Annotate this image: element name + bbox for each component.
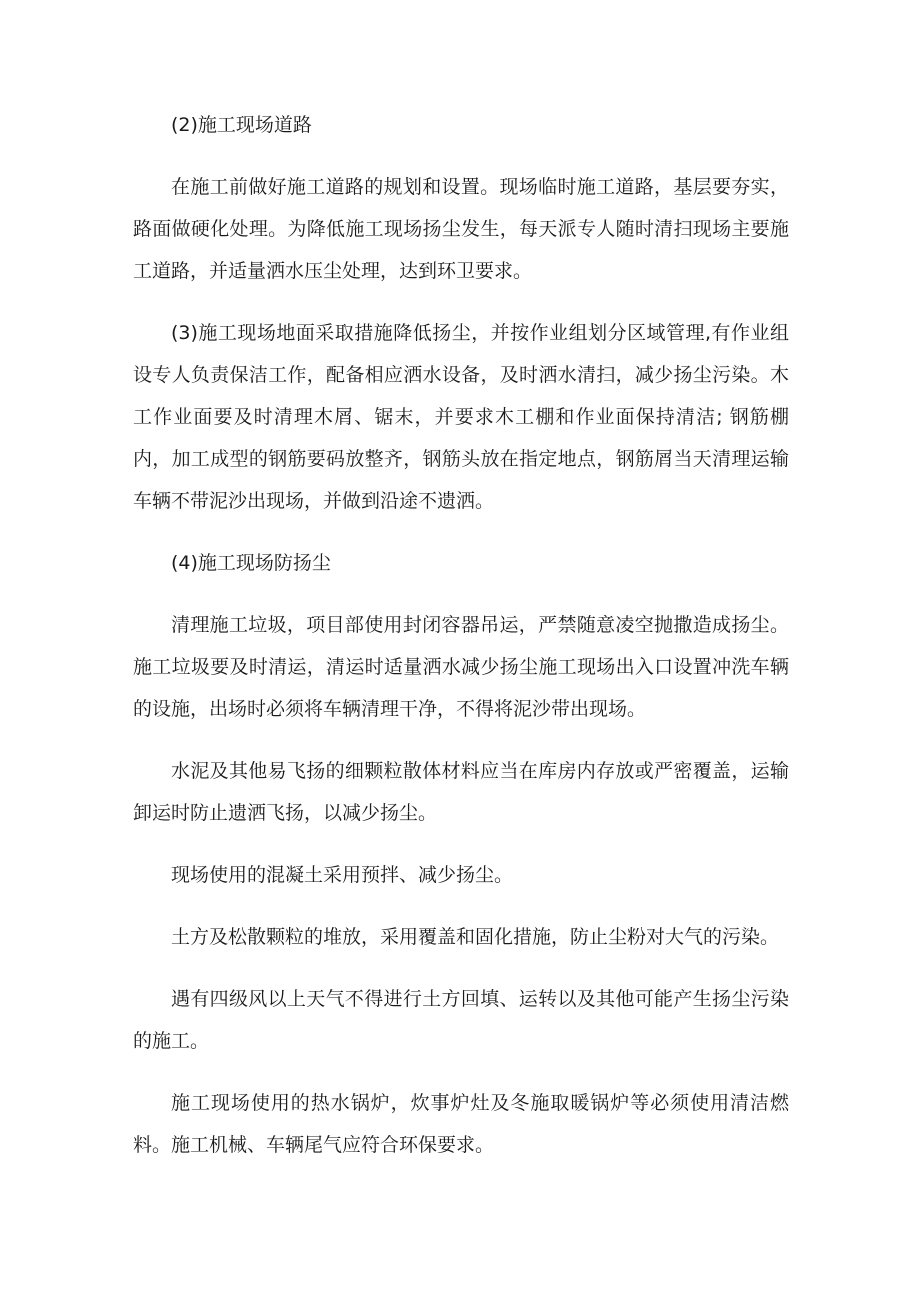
paragraph-clean-fuel: 施工现场使用的热水锅炉，炊事炉灶及冬施取暖锅炉等必须使用清洁燃料。施工机械、车辆尾气应符合环保要求。: [133, 1092, 789, 1156]
document-body: [133, 104, 789, 1166]
section-heading-dust-prevention: (4)施工现场防扬尘: [171, 552, 331, 574]
paragraph-concrete: 现场使用的混凝土采用预拌、减少扬尘。: [171, 864, 514, 886]
paragraph-cement-storage: 水泥及其他易飞扬的细颗粒散体材料应当在库房内存放或严密覆盖，运输卸运时防止遗洒飞扬，以减少扬尘。: [133, 760, 789, 824]
paragraph-ground-dust-measures: (3)施工现场地面采取措施降低扬尘，并按作业组划分区域管理,有作业组设专人负责保洁工作，配备相应洒水设备，及时洒水清扫，减少扬尘污染。木工作业面要及时清理木屑、锯末，并要求木工棚和作业面保持清洁; 钢筋棚内，加工成型的钢筋要码放整齐，钢筋头放在指定地点，钢筋屑当天清理运输车辆不带泥沙出现场，并做到沿途不遗洒。: [133, 322, 789, 512]
paragraph-earth-piling: 土方及松散颗粒的堆放，采用覆盖和固化措施，防止尘粉对大气的污染。: [171, 926, 780, 948]
section-heading-road: (2)施工现场道路: [171, 114, 312, 136]
paragraph-wind-restriction: 遇有四级风以上天气不得进行土方回填、运转以及其他可能产生扬尘污染的施工。: [133, 988, 789, 1052]
paragraph-waste-cleanup: 清理施工垃圾，项目部使用封闭容器吊运，严禁随意凌空抛撒造成扬尘。施工垃圾要及时清运，清运时适量洒水减少扬尘施工现场出入口设置冲洗车辆的设施，出场时必须将车辆清理干净，不得将泥沙带出现场。: [133, 614, 789, 720]
paragraph-road-planning: 在施工前做好施工道路的规划和设置。现场临时施工道路，基层要夯实，路面做硬化处理。为降低施工现场扬尘发生，每天派专人随时清扫现场主要施工道路，并适量洒水压尘处理，达到环卫要求。: [133, 176, 789, 282]
